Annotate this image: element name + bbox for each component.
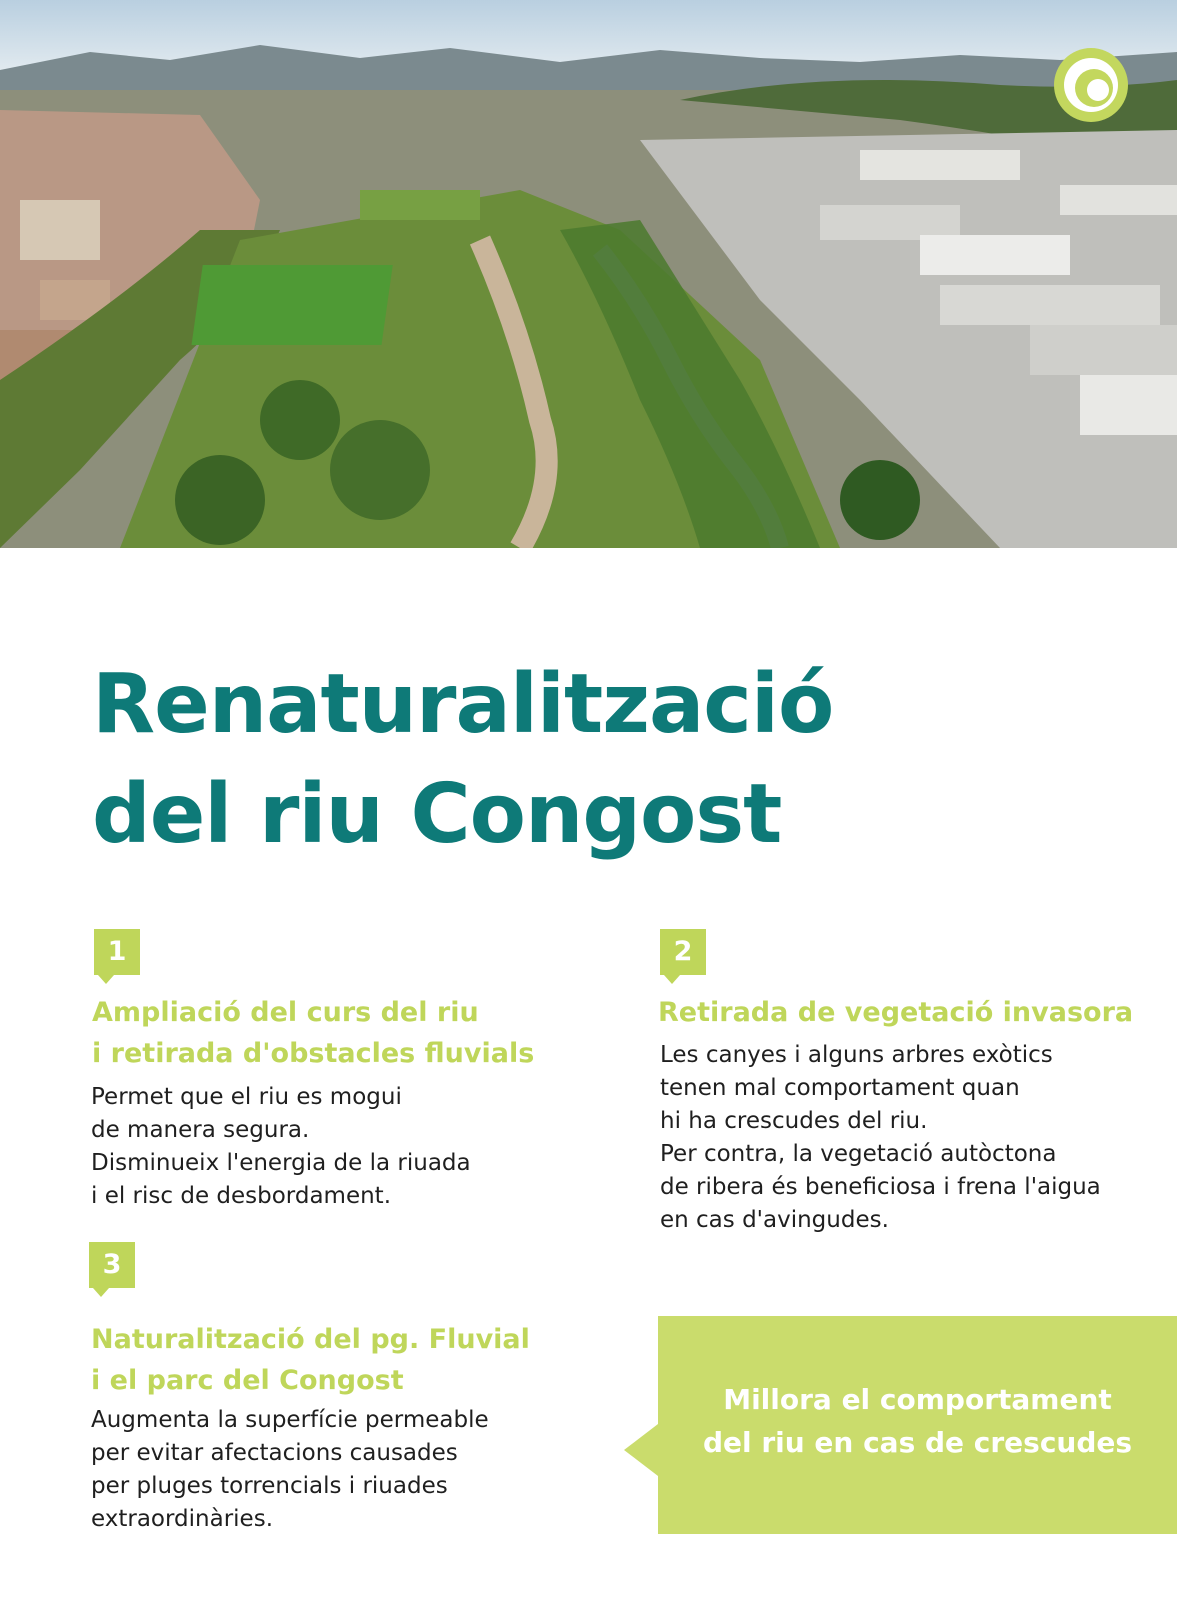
aerial-river-illustration xyxy=(0,0,1177,548)
section-2-title-line-1: Retirada de vegetació invasora xyxy=(658,997,1134,1028)
callout-line-1: Millora el comportament xyxy=(723,1383,1112,1416)
page-title-line-1: Renaturalització xyxy=(92,657,834,752)
section-3-body-line-2: per evitar afectacions causades xyxy=(91,1440,458,1466)
circular-c-logo-icon xyxy=(1052,46,1130,124)
section-2-body-line-4: Per contra, la vegetació autòctona xyxy=(660,1141,1057,1167)
section-1-title-line-2: i retirada d'obstacles fluvials xyxy=(92,1038,535,1069)
section-2-body-line-5: de ribera és beneficiosa i frena l'aigua xyxy=(660,1174,1101,1200)
section-3-body-line-1: Augmenta la superfície permeable xyxy=(91,1407,489,1433)
section-2-number-badge: 2 xyxy=(660,929,706,975)
section-2-body-line-1: Les canyes i alguns arbres exòtics xyxy=(660,1042,1053,1068)
section-2-body-line-6: en cas d'avingudes. xyxy=(660,1207,889,1233)
section-1-title xyxy=(92,992,534,1074)
page-title xyxy=(92,650,833,870)
section-2-title xyxy=(658,992,1133,1033)
section-1-title-line-1: Ampliació del curs del riu xyxy=(92,997,479,1028)
section-3-title-line-1: Naturalització del pg. Fluvial xyxy=(91,1324,530,1355)
section-1-body xyxy=(91,1081,471,1213)
section-1-body-line-2: de manera segura. xyxy=(91,1117,310,1143)
callout-text xyxy=(658,1378,1177,1464)
section-3-body-line-4: extraordinàries. xyxy=(91,1506,274,1532)
section-1-body-line-4: i el risc de desbordament. xyxy=(91,1183,392,1209)
section-2-body xyxy=(660,1039,1101,1237)
section-3-number-badge: 3 xyxy=(89,1242,135,1288)
section-1-number-badge: 1 xyxy=(94,929,140,975)
section-2-body-line-3: hi ha crescudes del riu. xyxy=(660,1108,928,1134)
callout-box xyxy=(658,1316,1177,1534)
section-3-title xyxy=(91,1319,530,1401)
section-3-body xyxy=(91,1404,489,1536)
callout-line-2: del riu en cas de crescudes xyxy=(702,1426,1133,1459)
section-1-body-line-3: Disminueix l'energia de la riuada xyxy=(91,1150,471,1176)
hero-aerial-photo xyxy=(0,0,1177,548)
section-2-body-line-2: tenen mal comportament quan xyxy=(660,1075,1020,1101)
section-3-title-line-2: i el parc del Congost xyxy=(91,1365,404,1396)
page-title-line-2: del riu Congost xyxy=(92,767,782,862)
section-3-body-line-3: per pluges torrencials i riuades xyxy=(91,1473,448,1499)
section-1-body-line-1: Permet que el riu es mogui xyxy=(91,1084,402,1110)
